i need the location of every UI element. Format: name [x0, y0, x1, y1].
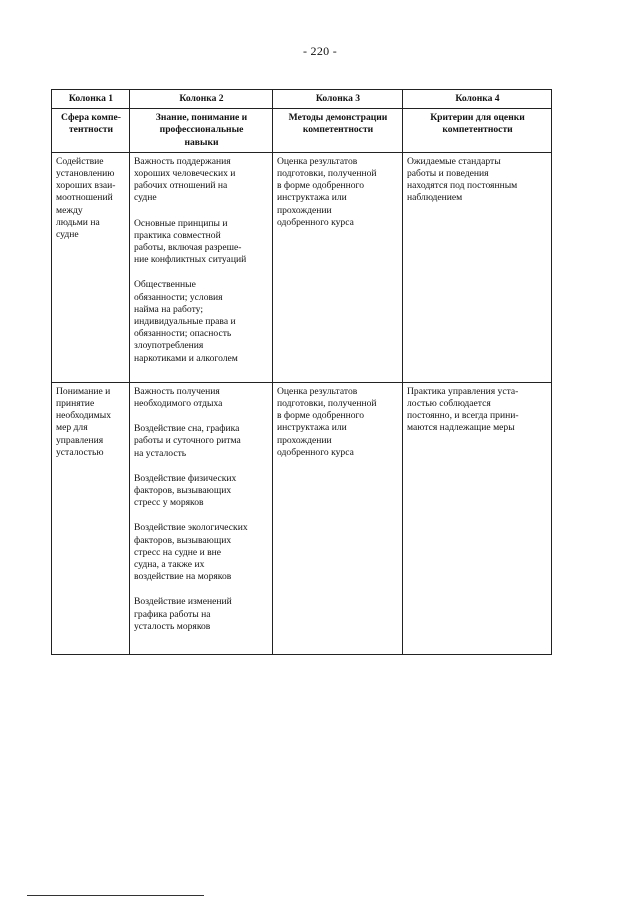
knowledge-paragraph: Основные принципы и практика совместной работы, включая разреше- ние конфликтных ситуаций	[134, 217, 247, 266]
table-row	[52, 152, 552, 382]
table-row	[52, 382, 552, 654]
column-header-row	[52, 109, 552, 153]
competence-cell: Понимание и принятие необходимых мер для управления усталостью	[52, 382, 130, 654]
knowledge-cell	[130, 152, 273, 382]
column-number-3: Колонка 3	[273, 90, 403, 109]
knowledge-paragraph: Общественные обязанности; условия найма на работу; индивидуальные права и обязанности; опасность злоупотребления наркотиками и алкоголем	[134, 279, 238, 364]
criteria-cell: Ожидаемые стандарты работы и поведения находятся под постоянным наблюдением	[403, 152, 552, 382]
competence-cell: Содействие установлению хороших взаи- моотношений между людьми на судне	[52, 152, 130, 382]
knowledge-paragraph: Воздействие изменений графика работы на усталость моряков	[134, 596, 232, 632]
column-number-4: Колонка 4	[403, 90, 552, 109]
column-number-2: Колонка 2	[130, 90, 273, 109]
knowledge-paragraph: Важность получения необходимого отдыха	[134, 385, 223, 410]
column-number-1: Колонка 1	[52, 90, 130, 109]
header-knowledge: Знание, понимание и профессиональные навыки	[130, 109, 273, 153]
header-methods: Методы демонстрации компетентности	[273, 109, 403, 153]
knowledge-paragraph: Воздействие сна, графика работы и суточного ритма на усталость	[134, 423, 241, 459]
competence-table	[51, 89, 552, 655]
header-criteria: Критерии для оценки компетентности	[403, 109, 552, 153]
footnote-separator	[27, 895, 204, 896]
header-competence-area: Сфера компе- тентности	[52, 109, 130, 153]
knowledge-paragraph: Воздействие физических факторов, вызывающих стресс у моряков	[134, 472, 237, 509]
knowledge-cell	[130, 382, 273, 654]
column-number-row	[52, 90, 552, 109]
knowledge-paragraph: Важность поддержания хороших человеческих и рабочих отношений на судне	[134, 155, 236, 204]
criteria-cell: Практика управления уста- лостью соблюдается постоянно, и всегда прини- маются надлежащие меры	[403, 382, 552, 654]
knowledge-paragraph: Воздействие экологических факторов, вызывающих стресс на судне и вне судна, а также их воздействие на моряков	[134, 522, 248, 583]
methods-cell: Оценка результатов подготовки, полученной в форме одобренного инструктажа или прохождении одобренного курса	[273, 152, 403, 382]
page-number: - 220 -	[302, 44, 338, 58]
methods-cell: Оценка результатов подготовки, полученной в форме одобренного инструктажа или прохождении одобренного курса	[273, 382, 403, 654]
